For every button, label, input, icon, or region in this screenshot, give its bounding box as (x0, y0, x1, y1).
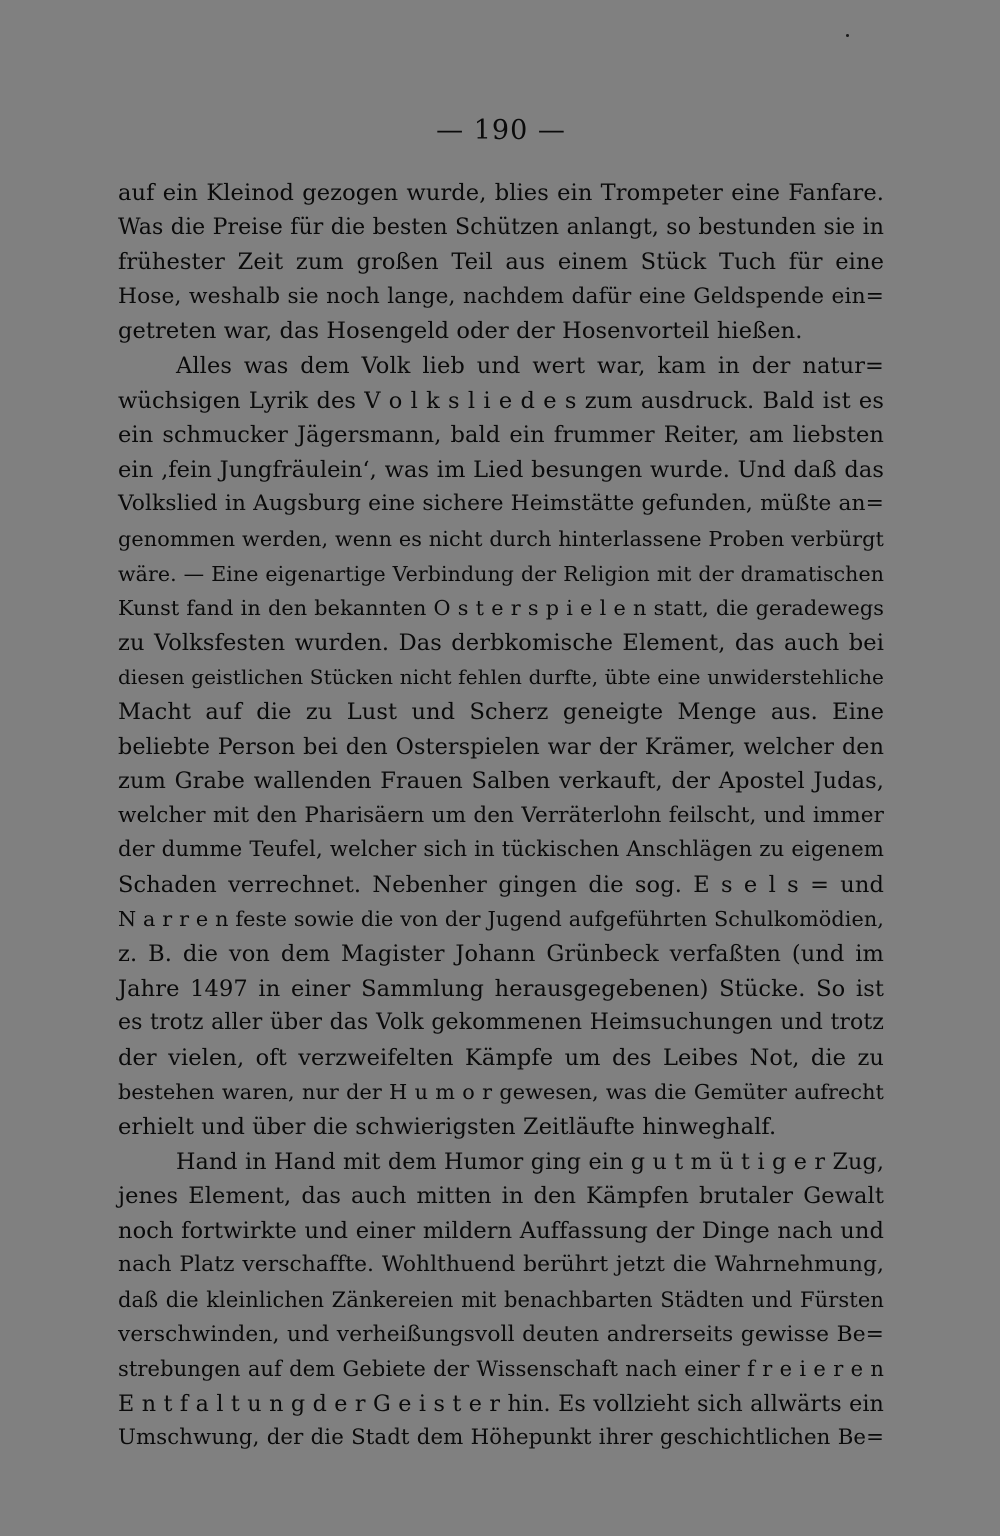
text-line: diesen geistlichen Stücken nicht fehlen durfte, übte eine unwiderstehliche (118, 665, 884, 690)
text-line: Was die Preise für die besten Schützen anlangt, so bestunden sie in (118, 214, 884, 240)
text-line: ein ‚fein Jungfräulein‘, was im Lied besungen wurde. Und daß das (118, 456, 884, 483)
text-line: Volkslied in Augsburg eine sichere Heimstätte gefunden, müßte an= (118, 491, 884, 517)
text-line: noch fortwirkte und einer mildern Auffassung der Dinge nach und (118, 1217, 884, 1244)
text-line: es trotz aller über das Volk gekommenen Heimsuchungen und trotz (118, 1010, 884, 1036)
text-line: getreten war, das Hosengeld oder der Hosenvorteil hießen. (118, 318, 803, 345)
text-line: nach Platz verschaffte. Wohlthuend berührt jetzt die Wahrnehmung, (118, 1252, 884, 1278)
text-line: welcher mit den Pharisäern um den Verräterlohn feilscht, und immer (118, 802, 884, 828)
book-page (118, 108, 884, 1508)
text-line: auf ein Kleinod gezogen wurde, blies ein Trompeter eine Fanfare. (118, 180, 884, 206)
text-line: genommen werden, wenn es nicht durch hinterlassene Proben verbürgt (118, 526, 884, 551)
text-line: zu Volksfesten wurden. Das derbkomische Element, das auch bei (118, 629, 884, 656)
text-line: Schaden verrechnet. Nebenher gingen die sog. E s e l s = und (118, 871, 884, 898)
text-line: frühester Zeit zum großen Teil aus einem Stück Tuch für eine (118, 249, 884, 276)
text-line: Hand in Hand mit dem Humor ging ein g u t m ü t i g e r Zug, (176, 1148, 884, 1175)
text-line: wüchsigen Lyrik des V o l k s l i e d e s zum ausdruck. Bald ist es (118, 387, 884, 414)
page-number: — 190 — (436, 115, 566, 146)
text-line: wäre. — Eine eigenartige Verbindung der Religion mit der dramatischen (118, 561, 884, 586)
text-line: ein schmucker Jägersmann, bald ein frummer Reiter, am liebsten (118, 422, 884, 449)
text-line: z. B. die von dem Magister Johann Grünbeck verfaßten (und im (118, 941, 884, 968)
scan-speck (846, 34, 849, 37)
text-line: der vielen, oft verzweifelten Kämpfe um des Leibes Not, die zu (118, 1044, 884, 1071)
text-line: beliebte Person bei den Osterspielen war der Krämer, welcher den (118, 733, 884, 760)
text-line: N a r r e n feste sowie die von der Jugend aufgeführten Schulkomödien, (118, 907, 884, 932)
text-line: strebungen auf dem Gebiete der Wissenschaft nach einer f r e i e r e n (118, 1357, 884, 1382)
text-line: Macht auf die zu Lust und Scherz geneigte Menge aus. Eine (118, 698, 884, 725)
text-line: daß die kleinlichen Zänkereien mit benachbarten Städten und Fürsten (118, 1288, 884, 1312)
text-line: E n t f a l t u n g d e r G e i s t e r hin. Es vollzieht sich allwärts ein (118, 1390, 884, 1417)
text-line: Alles was dem Volk lieb und wert war, kam in der natur= (176, 352, 884, 379)
text-line: verschwinden, und verheißungsvoll deuten andrerseits gewisse Be= (118, 1321, 884, 1347)
text-line: Hose, weshalb sie noch lange, nachdem dafür eine Geldspende ein= (118, 283, 884, 309)
text-line: jenes Element, das auch mitten in den Kämpfen brutaler Gewalt (118, 1183, 884, 1210)
text-line: zum Grabe wallenden Frauen Salben verkauft, der Apostel Judas, (118, 768, 884, 795)
body-text (118, 176, 884, 1456)
text-line: erhielt und über die schwierigsten Zeitläufte hinweghalf. (118, 1114, 777, 1141)
text-line: Kunst fand in den bekannten O s t e r s p i e l e n statt, die geradewegs (118, 596, 884, 621)
text-line: der dumme Teufel, welcher sich in tückischen Anschlägen zu eigenem (118, 837, 884, 863)
text-line: bestehen waren, nur der H u m o r gewesen, was die Gemüter aufrecht (118, 1080, 884, 1105)
text-line: Umschwung, der die Stadt dem Höhepunkt ihrer geschichtlichen Be= (118, 1425, 884, 1451)
text-line: Jahre 1497 in einer Sammlung herausgegebenen) Stücke. So ist (118, 975, 884, 1002)
